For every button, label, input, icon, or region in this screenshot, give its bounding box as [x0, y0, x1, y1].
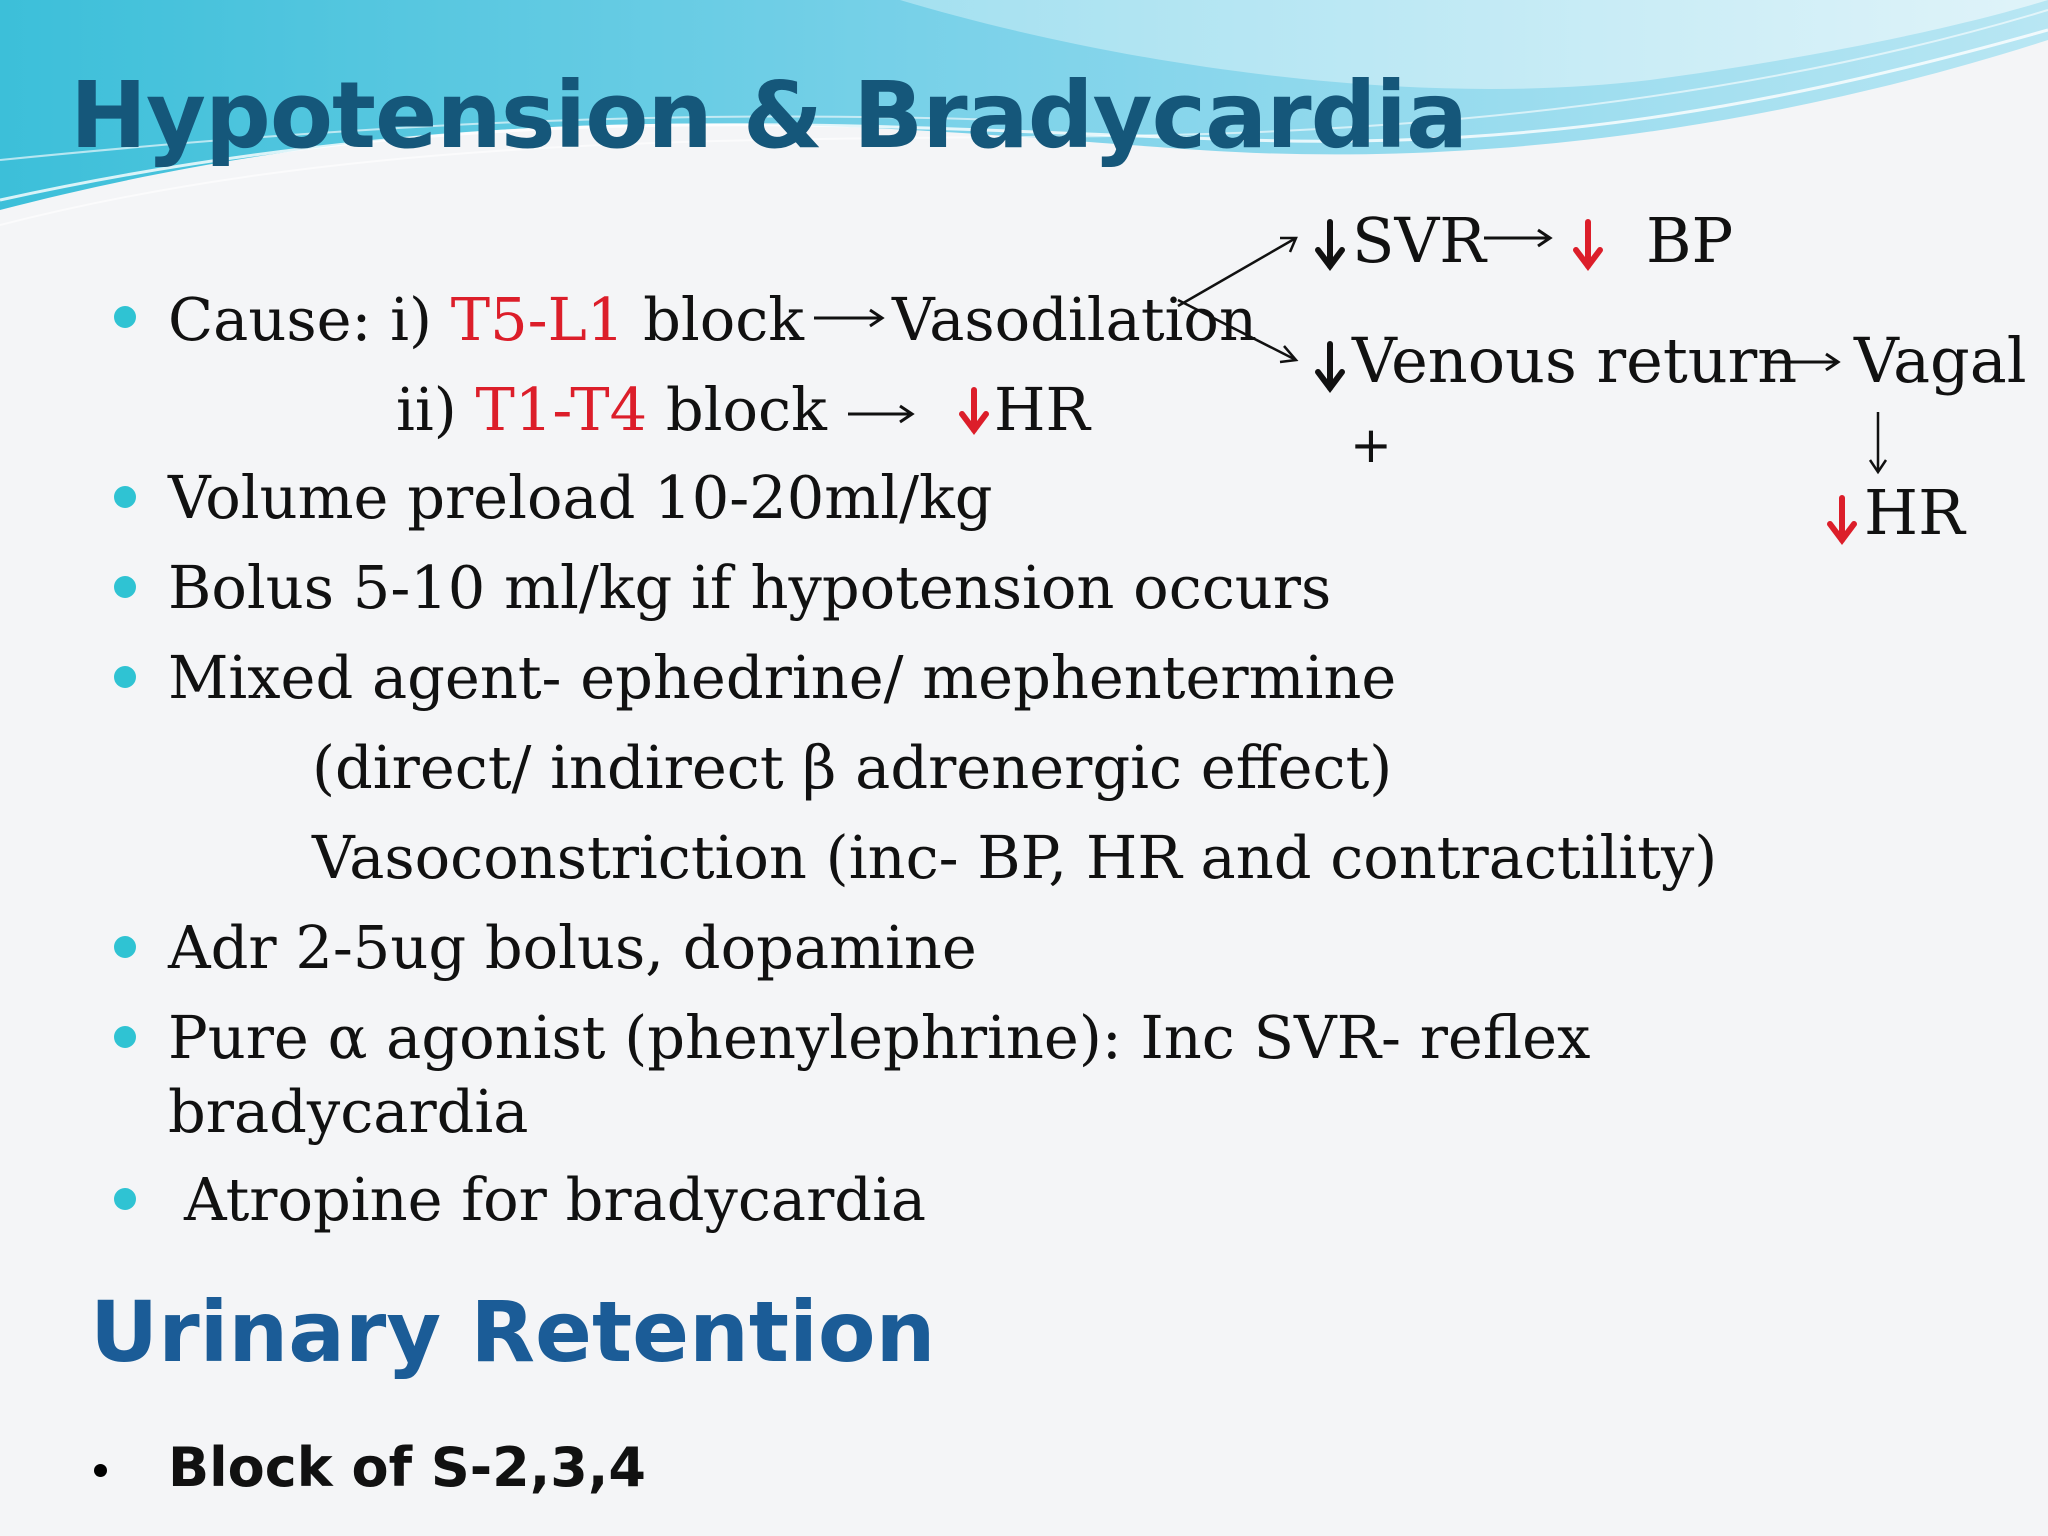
block-segment-t5-l1: T5-L1	[450, 285, 625, 354]
bullet-mixed-agent: Mixed agent- ephedrine/ mephentermine	[168, 643, 1397, 712]
right-arrow-icon	[1484, 230, 1550, 246]
cause-line-2-prefix: ii)	[396, 375, 476, 444]
right-arrow-icon	[1770, 354, 1838, 370]
mixed-agent-vasoconstriction: Vasoconstriction (inc- BP, HR and contractility)	[312, 823, 1718, 892]
slide-title: Hypotension & Bradycardia	[70, 62, 1468, 169]
hr-result-label: HR	[1864, 476, 1965, 549]
urinary-block-level: Block of S-2,3,4	[168, 1436, 646, 1499]
urinary-retention-title: Urinary Retention	[90, 1283, 936, 1381]
right-arrow-icon	[848, 406, 912, 422]
right-arrow-icon	[814, 310, 882, 326]
bp-label: BP	[1646, 204, 1734, 277]
bullet-bolus: Bolus 5-10 ml/kg if hypotension occurs	[168, 553, 1332, 622]
diagonal-arrow-icon	[1178, 300, 1296, 362]
pure-alpha-continuation: bradycardia	[168, 1077, 529, 1146]
bullet-volume-preload: Volume preload 10-20ml/kg	[168, 463, 993, 532]
mixed-agent-effect: (direct/ indirect β adrenergic effect)	[312, 733, 1393, 802]
venous-return-label: Venous return	[1352, 324, 1798, 397]
vasodilation-label: Vasodilation	[892, 285, 1257, 354]
down-arrow-icon	[1576, 222, 1600, 266]
svr-label: SVR	[1352, 204, 1486, 277]
down-arrow-icon	[962, 390, 986, 430]
cause-line-1-suffix: block	[624, 285, 805, 354]
block-segment-t1-t4: T1-T4	[475, 375, 648, 444]
down-arrow-icon	[1830, 498, 1854, 540]
cause-line-1-prefix: Cause: i)	[168, 285, 451, 354]
diagonal-arrow-icon	[1178, 238, 1296, 306]
down-arrow-icon	[1870, 412, 1886, 472]
plus-sign: +	[1350, 416, 1392, 474]
hr-decrease-label: HR	[994, 375, 1090, 444]
cause-line-2-suffix: block	[647, 375, 827, 444]
bullet-pure-alpha-agonist: Pure α agonist (phenylephrine): Inc SVR- reflex	[168, 1003, 1591, 1072]
bullet-atropine: Atropine for bradycardia	[184, 1165, 927, 1234]
down-arrow-icon	[1318, 344, 1342, 388]
down-arrow-icon	[1318, 222, 1342, 266]
bullet-adrenaline: Adr 2-5ug bolus, dopamine	[168, 913, 977, 982]
vagal-label: Vagal	[1854, 324, 2027, 397]
